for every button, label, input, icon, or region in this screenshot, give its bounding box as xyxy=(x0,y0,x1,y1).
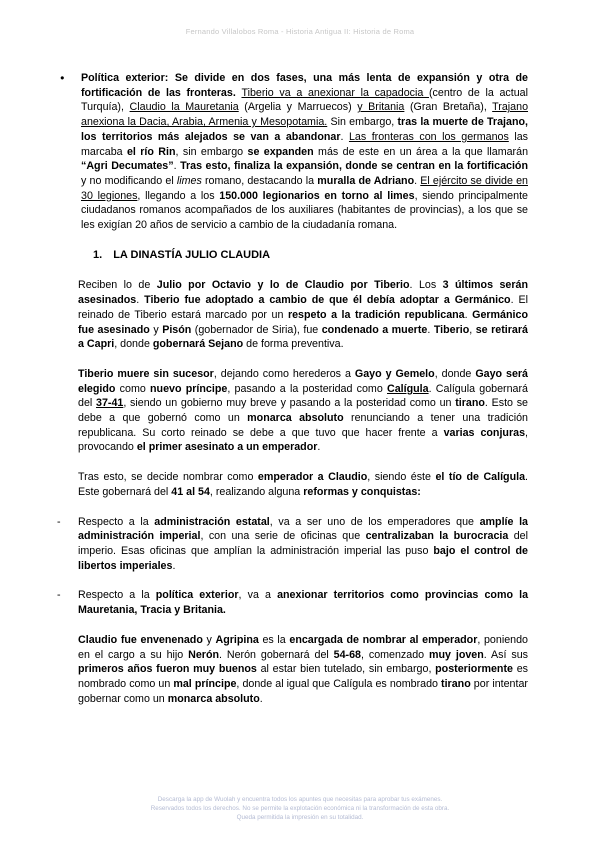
text-run: el tío de Calígula xyxy=(435,471,526,484)
dash-list-item xyxy=(57,588,528,617)
text-run: , donde al igual que Calígula es nombrado xyxy=(236,677,442,690)
text-run: Tiberio fue adoptado a cambio de que él debía adoptar a Germánico xyxy=(144,294,511,307)
text-run: “Agri Decumates” xyxy=(81,160,174,173)
text-run: más de este en un área a la que llamarán xyxy=(313,145,529,158)
text-run: . xyxy=(173,160,181,173)
text-run: muralla de Adriano xyxy=(317,174,415,187)
paragraph-text xyxy=(78,367,528,455)
text-run: monarca absoluto xyxy=(247,412,344,425)
text-run: . Así sus xyxy=(483,648,529,661)
text-run: . xyxy=(136,294,145,307)
text-run: del imperio. Esas oficinas que amplían la administración imperial las puso xyxy=(78,530,528,557)
text-run: Gayo será elegido xyxy=(78,367,528,395)
text-run: . xyxy=(259,692,263,705)
text-run: 37-41 xyxy=(96,397,124,410)
paragraph-text xyxy=(78,278,528,352)
text-run: Julio por Octavio y lo de Claudio por Tiberio xyxy=(156,279,410,292)
text-run: condenado a muerte xyxy=(321,323,428,336)
text-run: encargada de nombrar al emperador xyxy=(289,633,478,646)
paragraph-text xyxy=(81,71,528,233)
text-run: Tiberio xyxy=(433,323,470,336)
text-run: el primer asesinato a un emperador xyxy=(136,441,318,454)
text-run: primeros años fueron muy buenos xyxy=(78,663,257,676)
text-run: es nombrado como un xyxy=(78,663,528,690)
text-run: . xyxy=(427,323,434,336)
text-run: , xyxy=(469,323,476,336)
text-run: se retirará a Capri xyxy=(78,323,528,351)
dash-marker: - xyxy=(57,589,61,602)
paragraph-text xyxy=(78,588,528,617)
text-run: Pisón xyxy=(162,323,192,336)
text-run: , con una serie de oficinas que xyxy=(200,530,366,543)
text-run: 150.000 legionarios en torno al limes xyxy=(219,189,415,202)
text-run: Calígula xyxy=(387,382,429,395)
text-run: . Calígula gobernará del xyxy=(78,382,528,410)
text-run: como xyxy=(115,382,151,395)
text-run: muy joven xyxy=(429,648,484,661)
text-run: el río Rin xyxy=(126,145,176,158)
text-run: al estar bien tutelado, sin embargo, xyxy=(256,663,436,676)
text-run: , siendo éste xyxy=(367,471,436,484)
text-run: . El reinado de Tiberio estará marcado por un xyxy=(78,294,528,321)
text-run: , realizando alguna xyxy=(209,485,304,498)
text-run: (gobernador de Siria), fue xyxy=(191,323,322,336)
text-run: , comenzado xyxy=(361,648,429,661)
footer-watermark-line: Reservados todos los derechos. No se permite la explotación económica ni la transformación de esta obra. xyxy=(150,805,450,812)
text-run: nuevo príncipe xyxy=(150,382,228,395)
text-run: tirano xyxy=(441,677,471,690)
text-run: 41 al 54 xyxy=(171,485,210,498)
text-run: , llegando a los xyxy=(137,189,220,202)
text-run: Sin embargo, xyxy=(327,116,398,129)
text-run: las marcaba xyxy=(81,130,528,158)
text-run: monarca absoluto xyxy=(167,692,260,705)
text-run: mal príncipe xyxy=(173,677,237,690)
text-run: emperador a Claudio xyxy=(257,471,368,484)
text-run: , pasando a la posteridad como xyxy=(227,382,388,395)
text-run: y Britania xyxy=(357,101,405,114)
text-run: posteriormente xyxy=(435,663,513,676)
text-run: . xyxy=(317,441,321,454)
bullet-marker: ● xyxy=(60,73,65,82)
text-run: Respecto a la xyxy=(78,589,156,602)
text-run: y xyxy=(149,323,163,336)
text-run: Tras esto, finaliza la expansión, donde se centran en la fortificación xyxy=(180,160,528,173)
text-run: y no modificando el xyxy=(81,174,177,187)
text-run: , sin embargo xyxy=(175,145,248,158)
section-title: LA DINASTÍA JULIO CLAUDIA xyxy=(113,248,271,261)
text-run: amplíe la administración imperial xyxy=(78,515,528,543)
text-run: . xyxy=(414,174,421,187)
text-run: . Nerón gobernará del xyxy=(219,648,334,661)
paragraph xyxy=(57,470,528,499)
paragraph-text xyxy=(78,515,528,574)
text-run: (centro de la actual Turquía), xyxy=(81,86,528,114)
dash-marker: - xyxy=(57,515,61,528)
text-run: varias conjuras xyxy=(443,426,526,439)
text-run: reformas y conquistas: xyxy=(303,485,421,498)
text-run: El ejército se divide en 30 legiones xyxy=(81,174,528,202)
section-number: 1. xyxy=(93,248,103,261)
text-run: renunciando a tener una tradición republicana. Su corto reinado se debe a que tuvo que hacer frente a xyxy=(78,412,528,439)
text-run: Gayo y Gemelo xyxy=(354,367,435,380)
footer-watermark-line: Descarga la app de Wuolah y encuentra todos los apuntes que necesitas para aprobar tus exámenes. xyxy=(157,796,443,803)
text-run: y xyxy=(202,633,216,646)
dash-list-item xyxy=(57,515,528,574)
text-run: Claudio fue envenenado xyxy=(78,633,203,646)
text-run: política exterior xyxy=(155,589,239,602)
section-heading xyxy=(93,248,528,263)
text-run: respeto a la tradición republicana xyxy=(287,308,465,321)
text-run: Nerón xyxy=(188,648,220,661)
text-run: . Este gobernará del xyxy=(78,471,529,498)
paragraph xyxy=(57,367,528,455)
text-run: . xyxy=(464,308,473,321)
text-run: centralizaban la burocracia xyxy=(365,530,509,543)
text-run: Claudio la Mauretania xyxy=(129,101,239,114)
text-run: Política exterior: xyxy=(81,72,175,84)
text-run: Tiberio muere sin sucesor xyxy=(78,367,214,380)
document-body xyxy=(57,71,528,721)
text-run: romano, destacando la xyxy=(201,174,318,187)
text-run: , dejando como herederos a xyxy=(213,367,355,380)
text-run: Trajano anexiona la Dacia, Arabia, Armenia y Mesopotamia. xyxy=(81,101,529,129)
text-run: . xyxy=(340,130,349,143)
text-run: Germánico fue asesinado xyxy=(78,308,528,336)
text-run: , siendo un gobierno muy breve y pasando a la posteridad como un xyxy=(123,397,456,410)
footer-watermark-line: Queda permitida la impresión en su totalidad. xyxy=(236,814,364,821)
text-run: Tiberio va a anexionar la capadocia xyxy=(241,86,429,99)
text-run: . Esto se debe a que gobernó como un xyxy=(78,397,528,425)
paragraph-text xyxy=(78,633,528,707)
text-run: bajo el control de libertos imperiales xyxy=(78,544,528,572)
text-run: gobernará Sejano xyxy=(152,338,244,351)
text-run: . Los xyxy=(409,279,443,292)
text-run: , provocando xyxy=(78,426,528,454)
text-run: , donde xyxy=(434,367,476,380)
text-run: tirano xyxy=(455,397,485,410)
text-run: Respecto a la xyxy=(78,515,155,528)
text-run: , va a ser uno de los emperadores que xyxy=(269,515,480,528)
bullet-paragraph xyxy=(57,71,528,233)
text-run: 3 últimos serán asesinados xyxy=(78,279,528,307)
text-run: , siendo principalmente ciudadanos romanos acompañados de los auxiliares (habitantes de provincias), a los que se les exigían 20 años de servicio a cambio de la ciudadanía romana. xyxy=(81,189,528,232)
text-run: tras la muerte de Trajano, los territorios más alejados se van a abandonar xyxy=(81,116,528,143)
text-run: se expanden xyxy=(247,145,314,158)
document-header-watermark: Fernando Villalobos Roma - Historia Antigua II: Historia de Roma xyxy=(185,27,415,36)
text-run: . xyxy=(172,559,176,572)
text-run: por intentar gobernar como un xyxy=(78,677,528,705)
text-run: 54-68 xyxy=(333,648,361,661)
paragraph xyxy=(57,278,528,352)
text-run: , va a xyxy=(238,589,278,602)
text-run: Se divide en dos fases, una más lenta de expansión y otra de fortificación de las fronteras. xyxy=(81,72,528,99)
text-run: es la xyxy=(258,633,290,646)
text-run: (Gran Bretaña), xyxy=(404,101,493,114)
text-run: de forma preventiva. xyxy=(243,338,344,351)
text-run: Reciben lo de xyxy=(78,279,157,292)
text-run: administración estatal xyxy=(154,515,270,528)
text-run: (Argelia y Marruecos) xyxy=(238,101,358,114)
document-footer xyxy=(40,795,560,822)
text-run: , poniendo en el cargo a su hijo xyxy=(78,633,528,661)
text-run: Agripina xyxy=(215,633,259,646)
text-run: , donde xyxy=(114,338,153,351)
text-run: Las fronteras con los germanos xyxy=(348,130,509,143)
paragraph-text xyxy=(78,470,528,499)
paragraph xyxy=(57,633,528,707)
text-run: limes xyxy=(176,174,202,187)
text-run: Tras esto, se decide nombrar como xyxy=(78,471,258,484)
text-run: anexionar territorios como provincias como la Mauretania, Tracia y Britania. xyxy=(78,589,529,617)
